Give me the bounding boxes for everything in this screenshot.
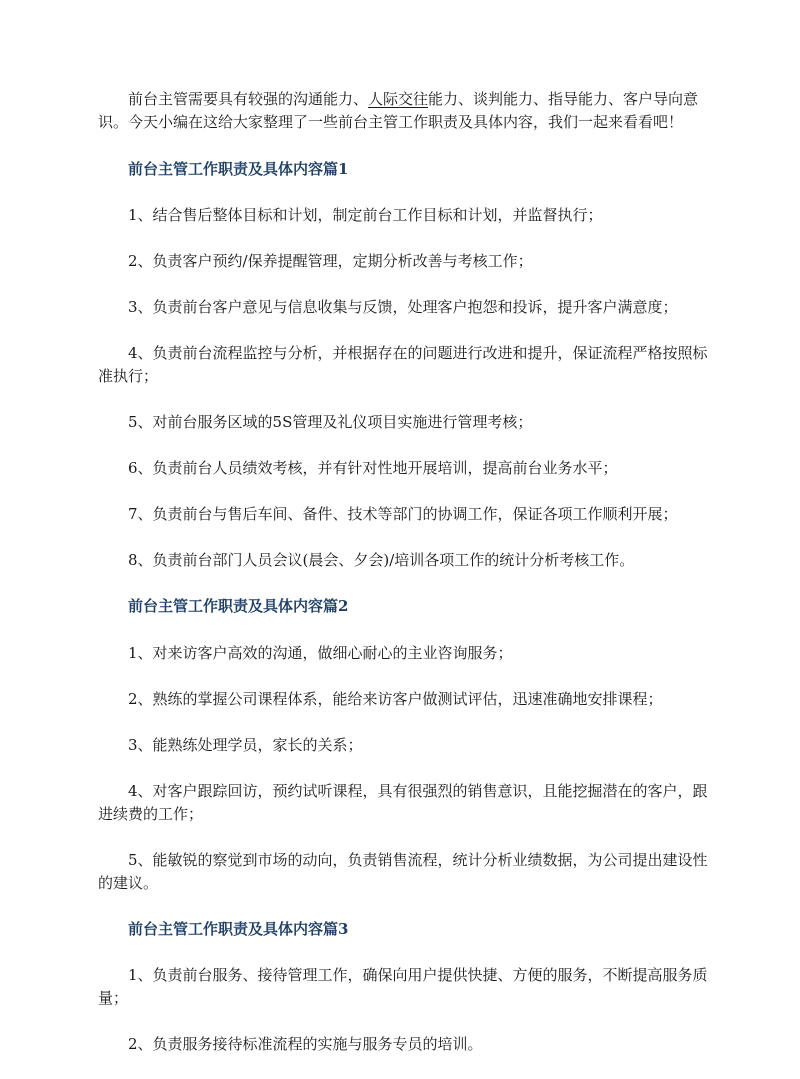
section-1-heading: 前台主管工作职责及具体内容篇1 <box>128 160 349 178</box>
section-1-item-2: 2、负责客户预约/保养提醒管理，定期分析改善与考核工作； <box>128 252 533 270</box>
intro-text-start: 前台主管需要具有较强的沟通能力、 <box>128 90 369 108</box>
section-2-item-5: 5、能敏锐的察觉到市场的动向，负责销售流程，统计分析业绩数据，为公司提出建设性的建议。 <box>98 851 708 892</box>
interpersonal-link[interactable]: 人际交往 <box>368 90 429 108</box>
section-2-heading: 前台主管工作职责及具体内容篇2 <box>128 597 349 615</box>
section-1-item-7: 7、负责前台与售后车间、备件、技术等部门的协调工作，保证各项工作顺利开展； <box>128 505 678 523</box>
section-2-item-3: 3、能熟练处理学员，家长的关系； <box>128 736 363 754</box>
section-1-item-3: 3、负责前台客户意见与信息收集与反馈，处理客户抱怨和投诉，提升客户满意度； <box>128 298 678 316</box>
section-1-item-6: 6、负责前台人员绩效考核，并有针对性地开展培训，提高前台业务水平； <box>128 459 618 477</box>
section-2-item-2: 2、熟练的掌握公司课程体系，能给来访客户做测试评估，迅速准确地安排课程； <box>128 690 663 708</box>
section-1-item-8: 8、负责前台部门人员会议(晨会、夕会)/培训各项工作的统计分析考核工作。 <box>128 551 635 569</box>
document-page <box>98 88 720 1079</box>
section-1-item-4: 4、负责前台流程监控与分析，并根据存在的问题进行改进和提升，保证流程严格按照标准执行； <box>98 344 708 385</box>
intro-text-end: 能力、谈判能力、指导能力、客户导向意识。今天小编在这给大家整理了一些前台主管工作职责及具体内容，我们一起来看看吧！ <box>98 90 699 131</box>
intro-paragraph <box>98 88 720 134</box>
section-1-item-1: 1、结合售后整体目标和计划，制定前台工作目标和计划，并监督执行； <box>128 206 603 224</box>
section-2-item-4: 4、对客户跟踪回访，预约试听课程，具有很强烈的销售意识，且能挖掘潜在的客户，跟进续费的工作； <box>98 782 708 823</box>
section-1-item-5: 5、对前台服务区域的5S管理及礼仪项目实施进行管理考核； <box>128 413 533 431</box>
section-2-item-1: 1、对来访客户高效的沟通，做细心耐心的主业咨询服务； <box>128 644 513 662</box>
section-3-item-1: 1、负责前台服务、接待管理工作，确保向用户提供快捷、方便的服务，不断提高服务质量； <box>98 966 708 1007</box>
section-3-heading: 前台主管工作职责及具体内容篇3 <box>128 920 349 938</box>
section-3-item-2: 2、负责服务接待标准流程的实施与服务专员的培训。 <box>128 1035 483 1053</box>
